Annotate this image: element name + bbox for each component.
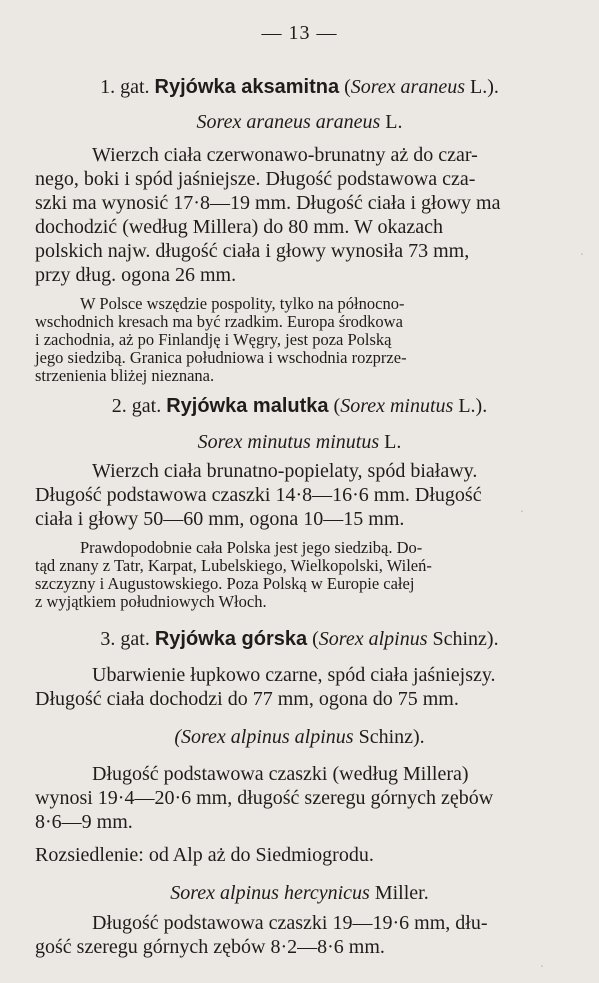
subspecies-2-latin: Sorex minutus minutus: [197, 431, 380, 453]
s3-distribution: Rozsiedlenie: od Alp aż do Siedmiogrodu.: [35, 844, 374, 866]
s3-hercynicus-line: gość szeregu górnych zębów 8·2—8·6 mm.: [35, 936, 385, 958]
s2-range-line: z wyjątkiem południowych Włoch.: [35, 592, 267, 611]
s2-desc-line: Wierzch ciała brunatno-popielaty, spód białawy.: [92, 460, 478, 482]
species-2-latin: Sorex minutus: [340, 395, 454, 417]
species-1-name: Ryjówka aksamitna: [154, 76, 340, 98]
species-2-number: 2. gat.: [111, 395, 162, 417]
s1-desc-line: nego, boki i spód jaśniejsze. Długość podstawowa cza-: [35, 168, 476, 190]
species-2-heading: 2. gat. Ryjówka malutka (Sorex minutus L.).: [111, 395, 488, 417]
subspecies-2-author: L.: [384, 431, 402, 453]
subspecies-1-heading: [0, 111, 599, 134]
s1-range-line: jego siedzibą. Granica południowa i wschodnia rozprze-: [35, 348, 407, 367]
page-number: — 13 —: [261, 22, 338, 44]
subspecies-3a-heading: (Sorex alpinus alpinus Schinz).: [174, 726, 425, 748]
species-1-author: L.: [470, 76, 488, 98]
subspecies-3b-latin: Sorex alpinus hercynicus: [170, 882, 370, 904]
subspecies-3b-author: Miller.: [374, 882, 429, 904]
s1-range-line: strzenienia bliżej nieznana.: [35, 366, 215, 385]
s3-desc-line: Ubarwienie łupkowo czarne, spód ciała jaśniejszy.: [92, 664, 496, 686]
s1-range-line: i zachodnia, aż po Finlandję i Węgry, jest poza Polską: [35, 330, 392, 349]
species-1-heading: 1. gat. Ryjówka aksamitna (Sorex araneus L.).: [100, 76, 499, 98]
s3-skull-line: 8·6—9 mm.: [35, 811, 133, 833]
s2-range-line: szczyzny i Augustowskiego. Poza Polską w Europie całej: [35, 574, 415, 593]
s1-range-line: W Polsce wszędzie pospolity, tylko na północno-: [80, 294, 405, 313]
species-3-latin: Sorex alpinus: [318, 628, 428, 650]
subspecies-3b-heading: [0, 882, 599, 905]
species-3-number: 3. gat.: [100, 628, 150, 650]
show-through-mark: ·: [540, 960, 544, 975]
s1-desc-line: dochodzić (według Millera) do 80 mm. W okazach: [35, 216, 444, 238]
species-2-author: L.: [458, 395, 476, 417]
subspecies-1-latin: Sorex araneus araneus: [196, 111, 381, 133]
subspecies-1-author: L.: [385, 111, 403, 133]
species-1-number: 1. gat.: [100, 76, 150, 98]
s1-desc-line: polskich najw. długość ciała i głowy wynosiła 73 mm,: [35, 240, 470, 262]
species-3-author: Schinz).: [432, 628, 499, 650]
subspecies-3a-latin: Sorex alpinus alpinus: [180, 726, 354, 748]
show-through-mark: ·: [520, 505, 524, 520]
s2-desc-line: ciała i głowy 50—60 mm, ogona 10—15 mm.: [35, 508, 405, 530]
s1-desc-line: szki ma wynosić 17·8—19 mm. Długość ciała i głowy ma: [35, 192, 501, 214]
species-3-name: Ryjówka górska: [154, 628, 308, 650]
s3-hercynicus-line: Długość podstawowa czaszki 19—19·6 mm, dłu-: [92, 912, 488, 934]
s1-desc-line: Wierzch ciała czerwonawo-brunatny aż do czar-: [92, 144, 478, 166]
s2-desc-line: Długość podstawowa czaszki 14·8—16·6 mm. Długość: [35, 484, 482, 506]
species-1-latin: Sorex araneus: [350, 76, 465, 98]
s1-desc-line: przy dług. ogona 26 mm.: [35, 264, 237, 286]
species-3-heading: 3. gat. Ryjówka górska (Sorex alpinus Schinz).: [100, 628, 499, 650]
s3-skull-line: wynosi 19·4—20·6 mm, długość szeregu górnych zębów: [35, 787, 494, 809]
s3-desc-line: Długość ciała dochodzi do 77 mm, ogona do 75 mm.: [35, 688, 459, 710]
species-2-name: Ryjówka malutka: [166, 395, 329, 417]
subspecies-3a-author: Schinz).: [358, 726, 425, 748]
s2-range-line: Prawdopodobnie cała Polska jest jego siedzibą. Do-: [80, 538, 423, 557]
s3-skull-line: Długość podstawowa czaszki (według Millera): [92, 763, 469, 785]
subspecies-2-heading: [0, 431, 599, 454]
s2-range-line: tąd znany z Tatr, Karpat, Lubelskiego, Wielkopolski, Wileń-: [35, 556, 432, 575]
show-through-mark: ·: [580, 248, 584, 263]
s1-range-line: wschodnich kresach ma być rzadkim. Europa środkowa: [35, 312, 403, 331]
